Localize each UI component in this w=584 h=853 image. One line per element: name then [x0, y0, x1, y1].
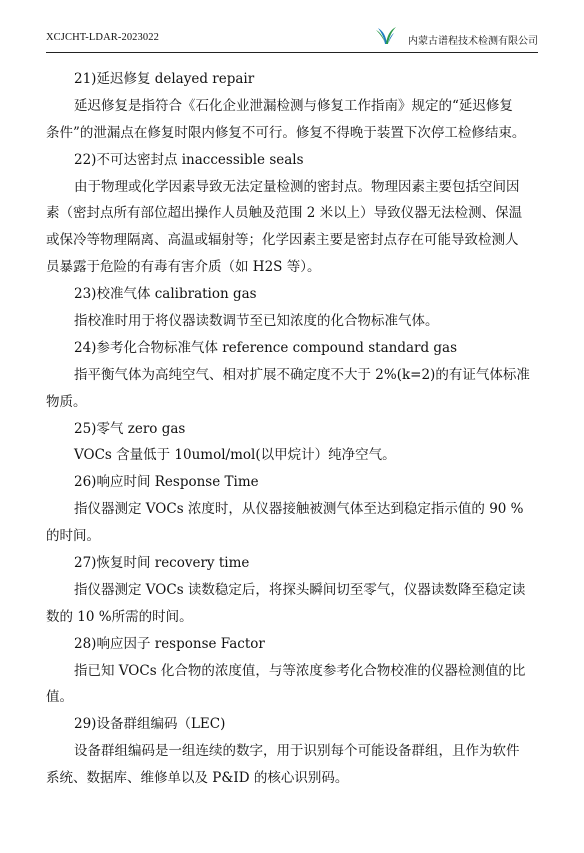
text-line: 指已知 VOCs 化合物的浓度值，与等浓度参考化合物校准的仪器检测值的比 [74, 662, 526, 679]
text-line: 延迟修复是指符合《石化企业泄漏检测与修复工作指南》规定的“延迟修复 [74, 97, 513, 114]
text-line: 员暴露于危险的有毒有害介质（如 H2S 等）。 [46, 259, 321, 276]
text-line: 28)响应因子 response Factor [74, 635, 265, 652]
text-line: 25)零气 zero gas [74, 420, 186, 437]
text-line: 21)延迟修复 delayed repair [74, 71, 255, 87]
document-body [46, 66, 538, 792]
text-line: 设备群组编码是一组连续的数字，用于识别每个可能设备群组，且作为软件 [74, 743, 520, 760]
text-line: 值。 [46, 689, 73, 706]
text-line: 指校准时用于将仪器读数调节至已知浓度的化合物标准气体。 [74, 313, 439, 330]
text-line: 指平衡气体为高纯空气、相对扩展不确定度不大于 2%(k=2)的有证气体标准 [74, 366, 530, 383]
company-name: 内蒙古谱程技术检测有限公司 [408, 36, 538, 47]
text-line: 指仪器测定 VOCs 浓度时，从仪器接触被测气体至达到稳定指示值的 90 % [74, 501, 524, 518]
text-line: 指仪器测定 VOCs 读数稳定后，将探头瞬间切至零气，仪器读数降至稳定读 [74, 581, 526, 598]
document-code: XCJCHT-LDAR-2023022 [46, 32, 159, 43]
text-line: 素（密封点所有部位超出操作人员触及范围 2 米以上）导致仪器无法检测、保温 [46, 205, 523, 222]
text-line: 29)设备群组编码（LEC) [74, 716, 226, 733]
text-line: 条件”的泄漏点在修复时限内修复不可行。修复不得晚于装置下次停工检修结束。 [46, 124, 526, 141]
text-line: 由于物理或化学因素导致无法定量检测的密封点。物理因素主要包括空间因 [74, 178, 520, 195]
text-line: 系统、数据库、维修单以及 P&ID 的核心识别码。 [46, 770, 349, 787]
text-line: 26)响应时间 Response Time [74, 474, 259, 491]
text-line: 23)校准气体 calibration gas [74, 286, 257, 303]
text-line: 或保冷等物理隔离、高温或辐射等；化学因素主要是密封点存在可能导致检测人 [46, 232, 519, 249]
text-line: 数的 10 %所需的时间。 [46, 608, 193, 625]
text-line: 27)恢复时间 recovery time [74, 555, 250, 572]
text-line: 22)不可达密封点 inaccessible seals [74, 151, 304, 168]
text-line: 物质。 [46, 393, 87, 410]
page-header [46, 22, 538, 53]
text-line: 24)参考化合物标准气体 reference compound standard gas [74, 339, 458, 356]
text-line: VOCs 含量低于 10umol/mol(以甲烷计）纯净空气。 [74, 447, 396, 464]
company-logo-icon [374, 24, 398, 48]
text-line: 的时间。 [46, 528, 100, 545]
